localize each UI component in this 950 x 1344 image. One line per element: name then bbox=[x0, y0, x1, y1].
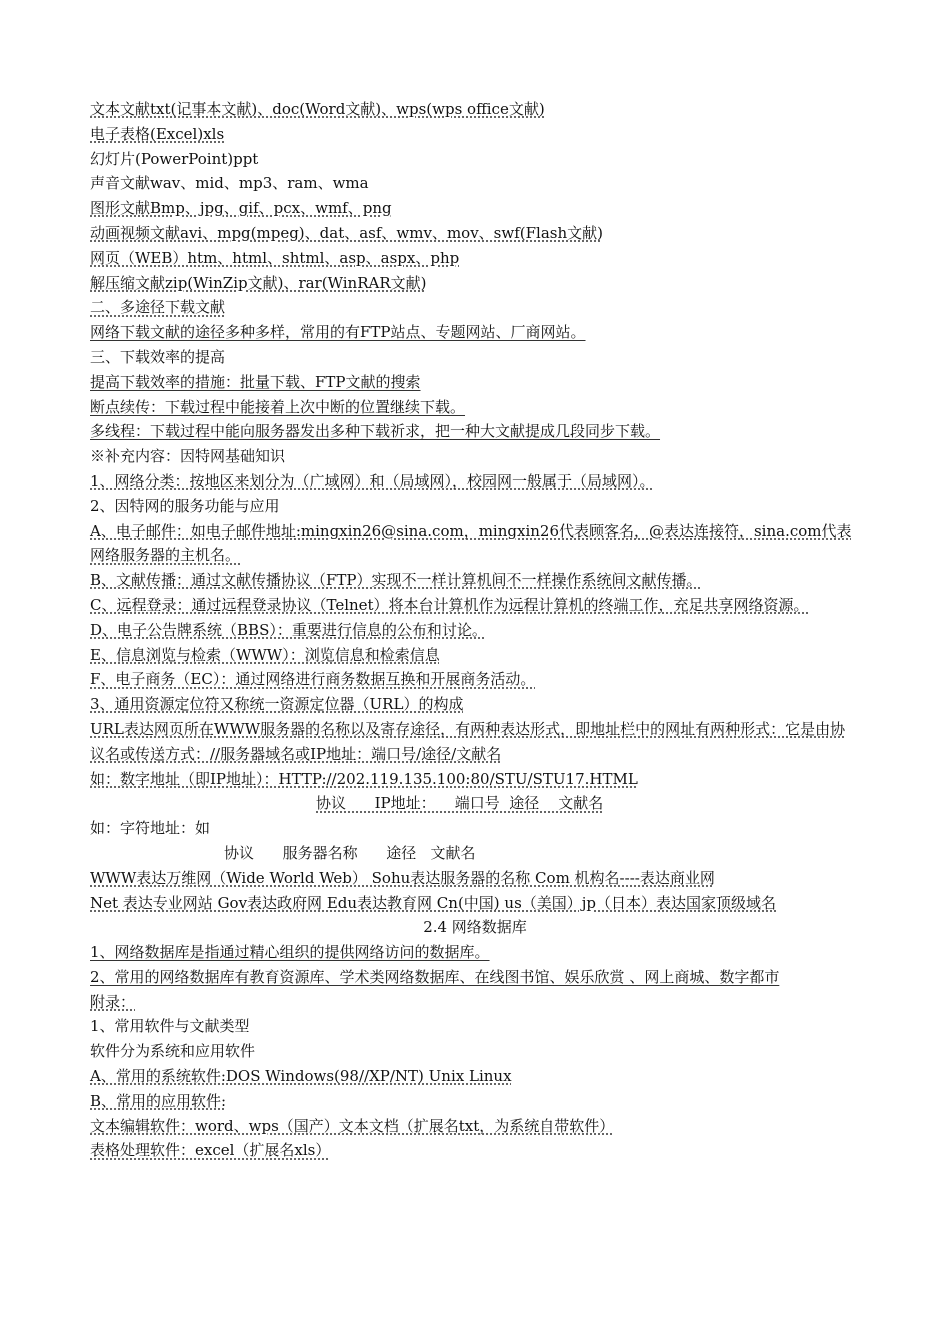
text-line: 多线程：下载过程中能向服务器发出多种下载祈求，把一种大文献提成几段同步下载。 bbox=[90, 422, 661, 441]
text-line: 如：字符地址：如 bbox=[90, 819, 211, 838]
text-line: 1、常用软件与文献类型 bbox=[90, 1017, 250, 1036]
text-paragraph: A、电子邮件：如电子邮件地址:mingxin26@sina.com，mingxin26代表顾客名，@表达连接符，sina.com代表网络服务器的主机名。 bbox=[90, 521, 852, 565]
text-line: A、常用的系统软件:DOS Windows(98//XP/NT) Unix Linux bbox=[90, 1067, 512, 1086]
text-line: 文本文献txt(记事本文献)、doc(Word文献)、wps(wps office文献) bbox=[90, 100, 545, 118]
text-line: B、文献传播：通过文献传播协议（FTP）实现不一样计算机间不一样操作系统间文献传播。 bbox=[90, 571, 702, 590]
address-parts-labels: 协议 服务器名称 途径 文献名 bbox=[224, 843, 476, 862]
text-line: 2、因特网的服务功能与应用 bbox=[90, 496, 280, 515]
text-line: 电子表格(Excel)xls bbox=[90, 124, 225, 143]
text-line: 如：数字地址（即IP地址）：HTTP://202.119.135.100:80/STU/STU17.HTML bbox=[90, 769, 638, 788]
text-line: 网络下载文献的途径多种多样，常用的有FTP站点、专题网站、厂商网站。 bbox=[90, 323, 586, 342]
appendix-heading: 附录： bbox=[90, 992, 136, 1011]
text-line: E、信息浏览与检索（WWW）：浏览信息和检索信息 bbox=[90, 645, 440, 664]
text-line: F、电子商务（EC）：通过网络进行商务数据互换和开展商务活动。 bbox=[90, 670, 536, 689]
section-heading: 二、多途径下载文献 bbox=[90, 298, 226, 317]
text-line: 文本编辑软件：word、wps（国产）文本文档（扩展名txt，为系统自带软件） bbox=[90, 1116, 615, 1135]
address-parts-labels: 协议 IP地址： 端口号 途径 文献名 bbox=[316, 794, 604, 813]
text-line: 图形文献Bmp、jpg、gif、pcx、wmf、png bbox=[90, 199, 392, 218]
text-line: WWW表达万维网（Wide World Web） Sohu表达服务器的名称 Com 机构名----表达商业网 bbox=[90, 868, 715, 887]
text-line: 幻灯片(PowerPoint)ppt bbox=[90, 149, 259, 168]
supplement-heading: ※补充内容：因特网基础知识 bbox=[90, 447, 286, 466]
text-line: 1、网络分类：按地区来划分为（广域网）和（局域网），校园网一般属于（局域网）。 bbox=[90, 471, 655, 490]
text-paragraph: C、远程登录：通过远程登录协议（Telnet）将本台计算机作为远程计算机的终端工作，充足共享网络资源。 bbox=[90, 595, 809, 614]
text-line: 3、通用资源定位符又称统一资源定位器（URL）的构成 bbox=[90, 695, 464, 714]
text-line: 提高下载效率的措施：批量下载、FTP文献的搜索 bbox=[90, 372, 421, 391]
text-line: 动画视频文献avi、mpg(mpeg)、dat、asf、wmv、mov、swf(Flash文献) bbox=[90, 223, 603, 242]
text-line: 1、网络数据库是指通过精心组织的提供网络访问的数据库。 bbox=[90, 943, 490, 962]
text-line: 声音文献wav、mid、mp3、ram、wma bbox=[90, 174, 369, 193]
text-line: D、电子公告牌系统（BBS）：重要进行信息的公布和讨论。 bbox=[90, 620, 487, 639]
document-page bbox=[90, 97, 860, 1163]
text-paragraph: Net 表达专业网站 Gov表达政府网 Edu表达教育网 Cn(中国) us（美国）jp（日本）表达国家顶级域名 bbox=[90, 893, 777, 912]
section-heading: 三、下载效率的提高 bbox=[90, 347, 226, 366]
text-line: 解压缩文献zip(WinZip文献)、rar(WinRAR文献) bbox=[90, 273, 427, 292]
text-line: 表格处理软件：excel（扩展名xls） bbox=[90, 1141, 331, 1160]
text-paragraph: URL表达网页所在WWW服务器的名称以及寄存途径，有两种表达形式，即地址栏中的网址有两种形式：它是由协议名或传送方式：//服务器域名或IP地址：端口号/途径/文献名 bbox=[90, 719, 846, 763]
text-line: 网页（WEB）htm、html、shtml、asp、aspx、php bbox=[90, 248, 460, 267]
text-line: 断点续传：下载过程中能接着上次中断的位置继续下载。 bbox=[90, 397, 466, 416]
text-paragraph: 2、常用的网络数据库有教育资源库、学术类网络数据库、在线图书馆、娱乐欣赏 、网上商城、数字都市 bbox=[90, 967, 780, 986]
text-line: B、常用的应用软件: bbox=[90, 1091, 227, 1110]
section-title: 2.4 网络数据库 bbox=[423, 918, 527, 937]
text-line: 软件分为系统和应用软件 bbox=[90, 1042, 256, 1061]
